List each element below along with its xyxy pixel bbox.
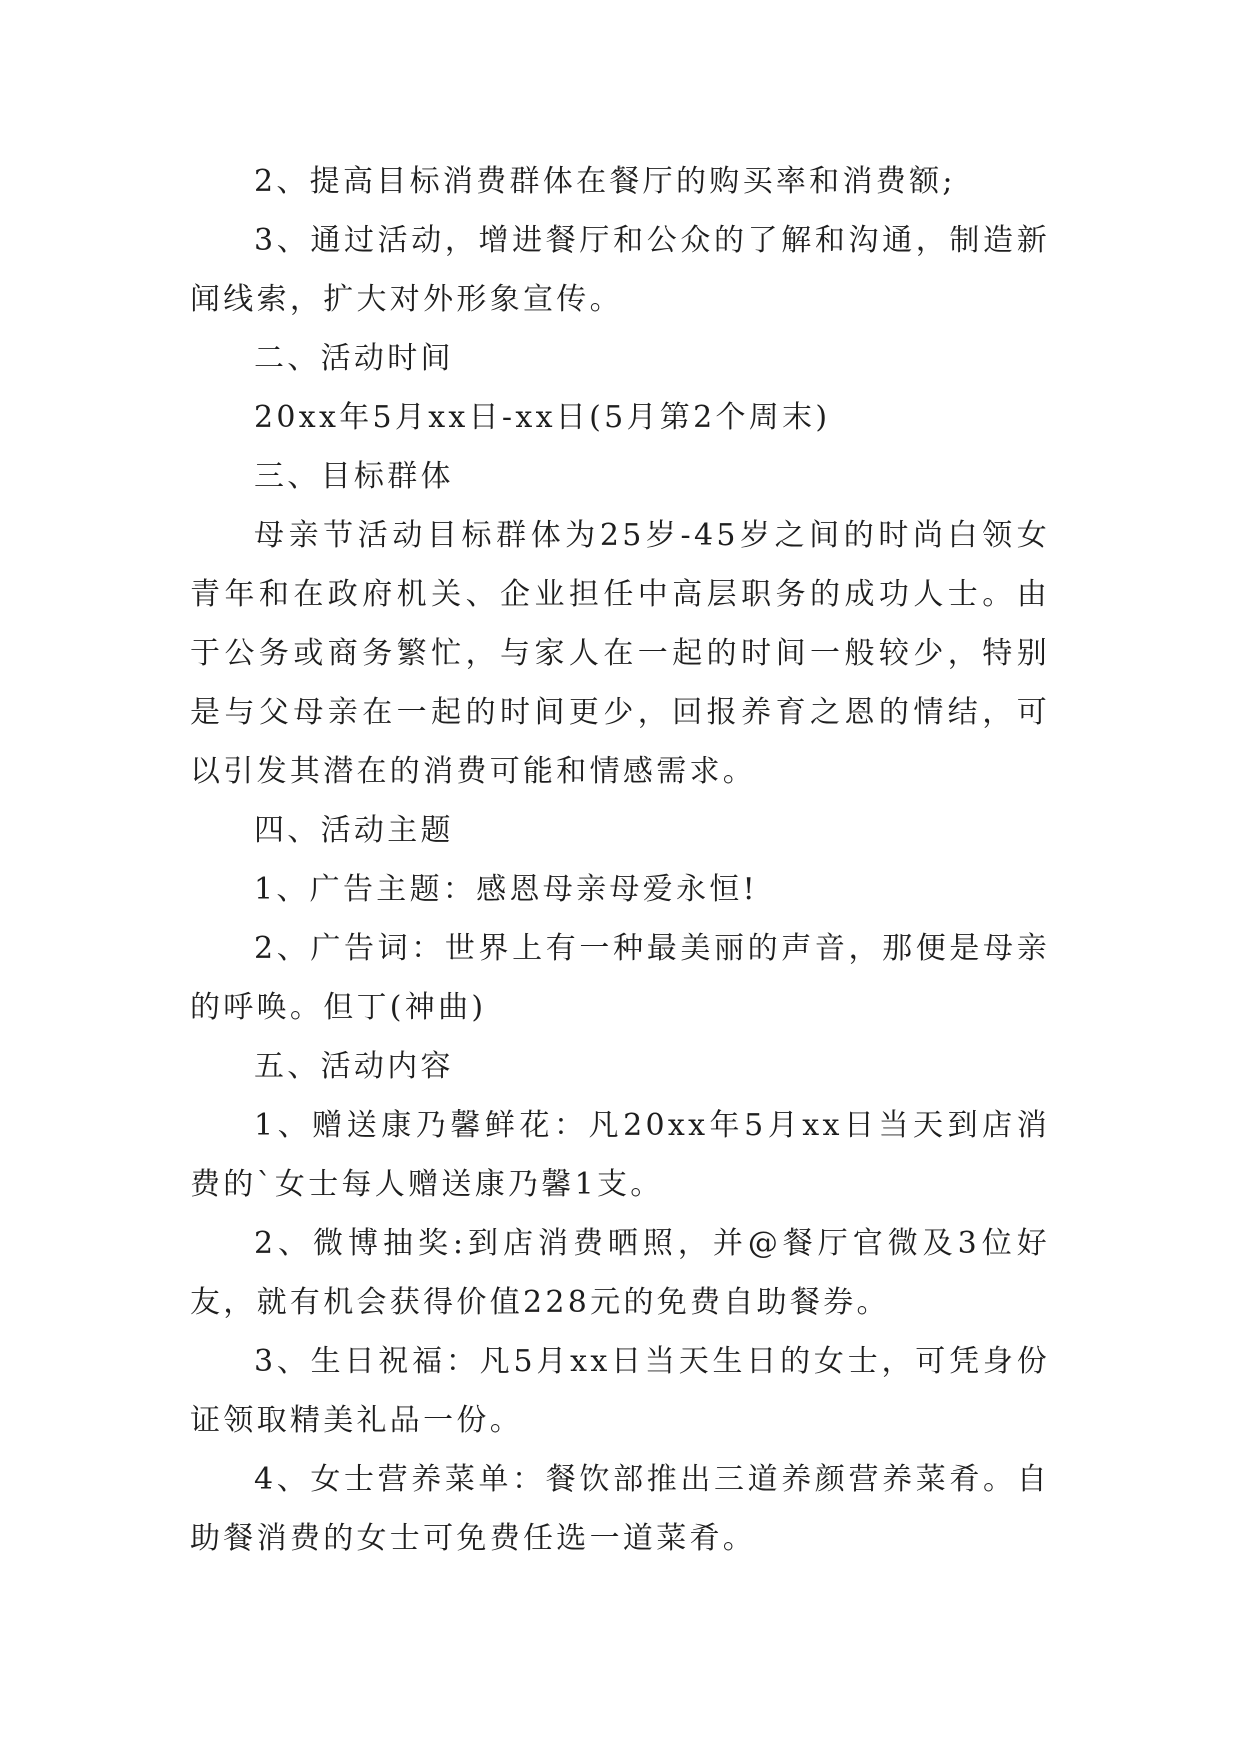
heading-activity-theme: 四、活动主题 [254, 813, 454, 848]
paragraph-carnation-gift: 1、赠送康乃馨鲜花：凡20xx年5月xx日当天到店消费的`女士每人赠送康乃馨1支。 [190, 1108, 1050, 1202]
paragraph-weibo-lottery: 2、微博抽奖:到店消费晒照，并@餐厅官微及3位好友，就有机会获得价值228元的免费自助餐券。 [190, 1226, 1050, 1320]
paragraph-ad-slogan: 2、广告词：世界上有一种最美丽的声音，那便是母亲的呼唤。但丁(神曲) [190, 931, 1050, 1025]
heading-activity-content: 五、活动内容 [254, 1049, 454, 1084]
paragraph-activity-date: 20xx年5月xx日-xx日(5月第2个周末) [254, 400, 831, 435]
paragraph-birthday-wishes: 3、生日祝福：凡5月xx日当天生日的女士，可凭身份证领取精美礼品一份。 [190, 1344, 1050, 1438]
document-body [190, 152, 1050, 1568]
paragraph-nutrition-menu: 4、女士营养菜单：餐饮部推出三道养颜营养菜肴。自助餐消费的女士可免费任选一道菜肴。 [190, 1462, 1050, 1556]
heading-target-group: 三、目标群体 [254, 459, 454, 494]
paragraph-goal-2: 2、提高目标消费群体在餐厅的购买率和消费额; [254, 164, 956, 199]
paragraph-ad-theme: 1、广告主题：感恩母亲母爱永恒! [254, 872, 758, 907]
paragraph-target-group: 母亲节活动目标群体为25岁-45岁之间的时尚白领女青年和在政府机关、企业担任中高层职务的成功人士。由于公务或商务繁忙，与家人在一起的时间一般较少，特别是与父母亲在一起的时间更少，回报养育之恩的情结，可以引发其潜在的消费可能和情感需求。 [190, 518, 1050, 789]
paragraph-goal-3: 3、通过活动，增进餐厅和公众的了解和沟通，制造新闻线索，扩大对外形象宣传。 [190, 223, 1050, 317]
heading-activity-time: 二、活动时间 [254, 341, 454, 376]
